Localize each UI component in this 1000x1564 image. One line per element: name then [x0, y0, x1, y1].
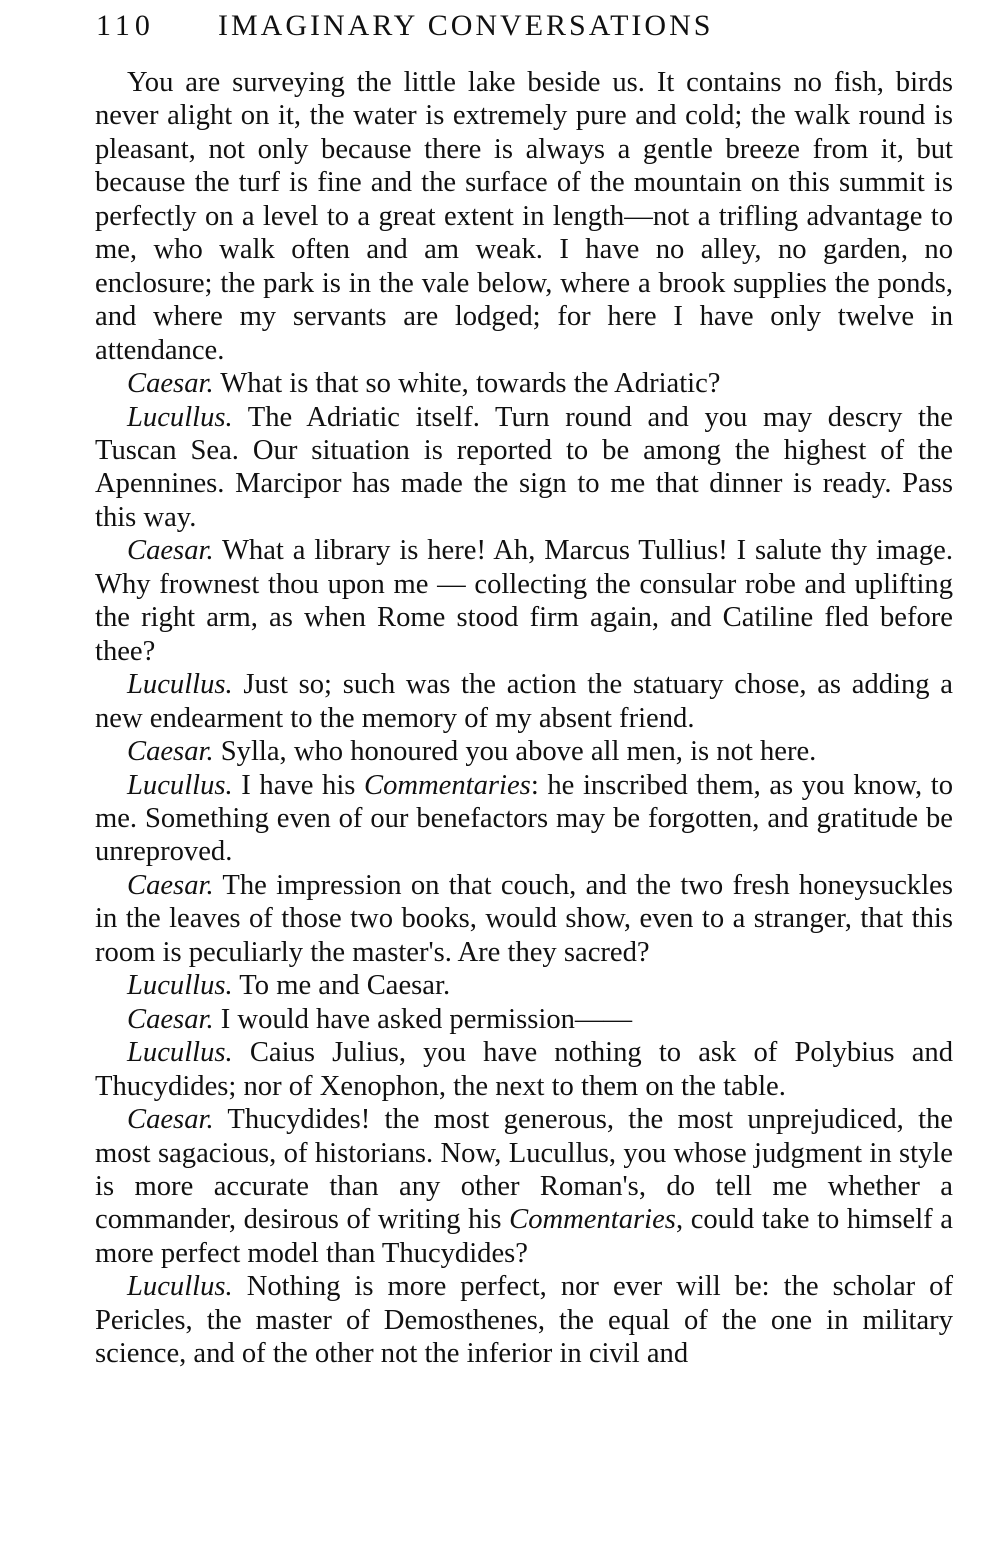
dialogue-line: [95, 534, 953, 668]
dialogue-text: The impression on that couch, and the two fresh honeysuckles in the leaves of those two books, would show, even to a stranger, that this room is peculiarly the master's. Are they sacred?: [95, 869, 953, 968]
dialogue-line: [95, 367, 953, 400]
dialogue-line: [95, 1003, 953, 1036]
dialogue-line: [95, 735, 953, 768]
dialogue-line: [95, 668, 953, 735]
dialogue-text: Nothing is more perfect, nor ever will be: the scholar of Pericles, the master of Demosthenes, the equal of the one in military science, and of the other not the inferior in civil and: [95, 1271, 954, 1370]
dialogue-line: [95, 401, 953, 535]
dialogue-text: Just so; such was the action the statuary chose, as adding a new endearment to the memory of my absent friend.: [95, 669, 953, 734]
dialogue-line: [95, 769, 953, 869]
dialogue-text: I would have asked permission——: [220, 1003, 633, 1035]
dialogue-text: , could take to himself a more perfect model than Thucydides?: [95, 1204, 953, 1269]
dialogue-text: Sylla, who honoured you above all men, is not here.: [220, 736, 817, 768]
page-body: [95, 66, 953, 1371]
dialogue-text: What is that so white, towards the Adriatic?: [220, 368, 721, 400]
dialogue-text: Caius Julius, you have nothing to ask of Polybius and Thucydides; nor of Xenophon, the next to them on the table.: [95, 1037, 953, 1102]
speaker-name: Caesar.: [127, 535, 214, 567]
dialogue-text: What a library is here! Ah, Marcus Tullius! I salute thy image. Why frownest thou upon me — collecting the consular robe and uplifting the right arm, as when Rome stood firm again, and Catiline fled before thee?: [95, 535, 953, 667]
speaker-name: Lucullus.: [127, 1271, 233, 1303]
speaker-name: Lucullus.: [127, 1037, 233, 1069]
italic-title: Commentaries: [364, 769, 531, 801]
speaker-name: Lucullus.: [127, 970, 233, 1002]
dialogue-text: : he inscribed them, as you know, to me. Something even of our benefactors may be forgotten, and gratitude be unreproved.: [95, 769, 953, 868]
dialogue-text: Thucydides! the most generous, the most unprejudiced, the most sagacious, of historians. Now, Lucullus, you whose judgment in style is more accurate than any other Roman's, do tell me whether a commander, desirous of writing his: [95, 1104, 953, 1236]
dialogue-text: To me and Caesar.: [239, 970, 451, 1002]
speaker-name: Caesar.: [127, 869, 214, 901]
speaker-name: Lucullus.: [127, 669, 233, 701]
page-number: 110: [96, 9, 155, 42]
dialogue-line: [95, 1036, 953, 1103]
paragraph-text: You are surveying the little lake beside us. It contains no fish, birds never alight on it, the water is extremely pure and cold; the walk round is pleasant, not only because there is always a gentle breeze from it, but because the turf is fine and the surface of the mountain on this summit is perfectly on a level to a great extent in length—not a trifling advantage to me, who walk often and am weak. I have no alley, no garden, no enclosure; the park is in the vale below, where a brook supplies the ponds, and where my servants are lodged; for here I have only twelve in attendance.: [95, 67, 953, 366]
italic-title: Commentaries: [509, 1204, 676, 1236]
paragraph: [95, 66, 953, 367]
dialogue-line: [95, 869, 953, 969]
speaker-name: Caesar.: [127, 736, 214, 768]
speaker-name: Caesar.: [127, 1104, 214, 1136]
speaker-name: Lucullus.: [127, 401, 233, 433]
running-header: [96, 4, 713, 48]
speaker-name: Lucullus.: [127, 769, 233, 801]
running-title: IMAGINARY CONVERSATIONS: [218, 9, 714, 42]
dialogue-line: [95, 1103, 953, 1270]
dialogue-line: [95, 969, 953, 1002]
speaker-name: Caesar.: [127, 368, 214, 400]
speaker-name: Caesar.: [127, 1003, 214, 1035]
dialogue-line: [95, 1270, 953, 1370]
dialogue-text: The Adriatic itself. Turn round and you may descry the Tuscan Sea. Our situation is reported to be among the highest of the Apennines. Marcipor has made the sign to me that dinner is ready. Pass this way.: [95, 401, 953, 533]
dialogue-text: I have his: [241, 769, 356, 801]
